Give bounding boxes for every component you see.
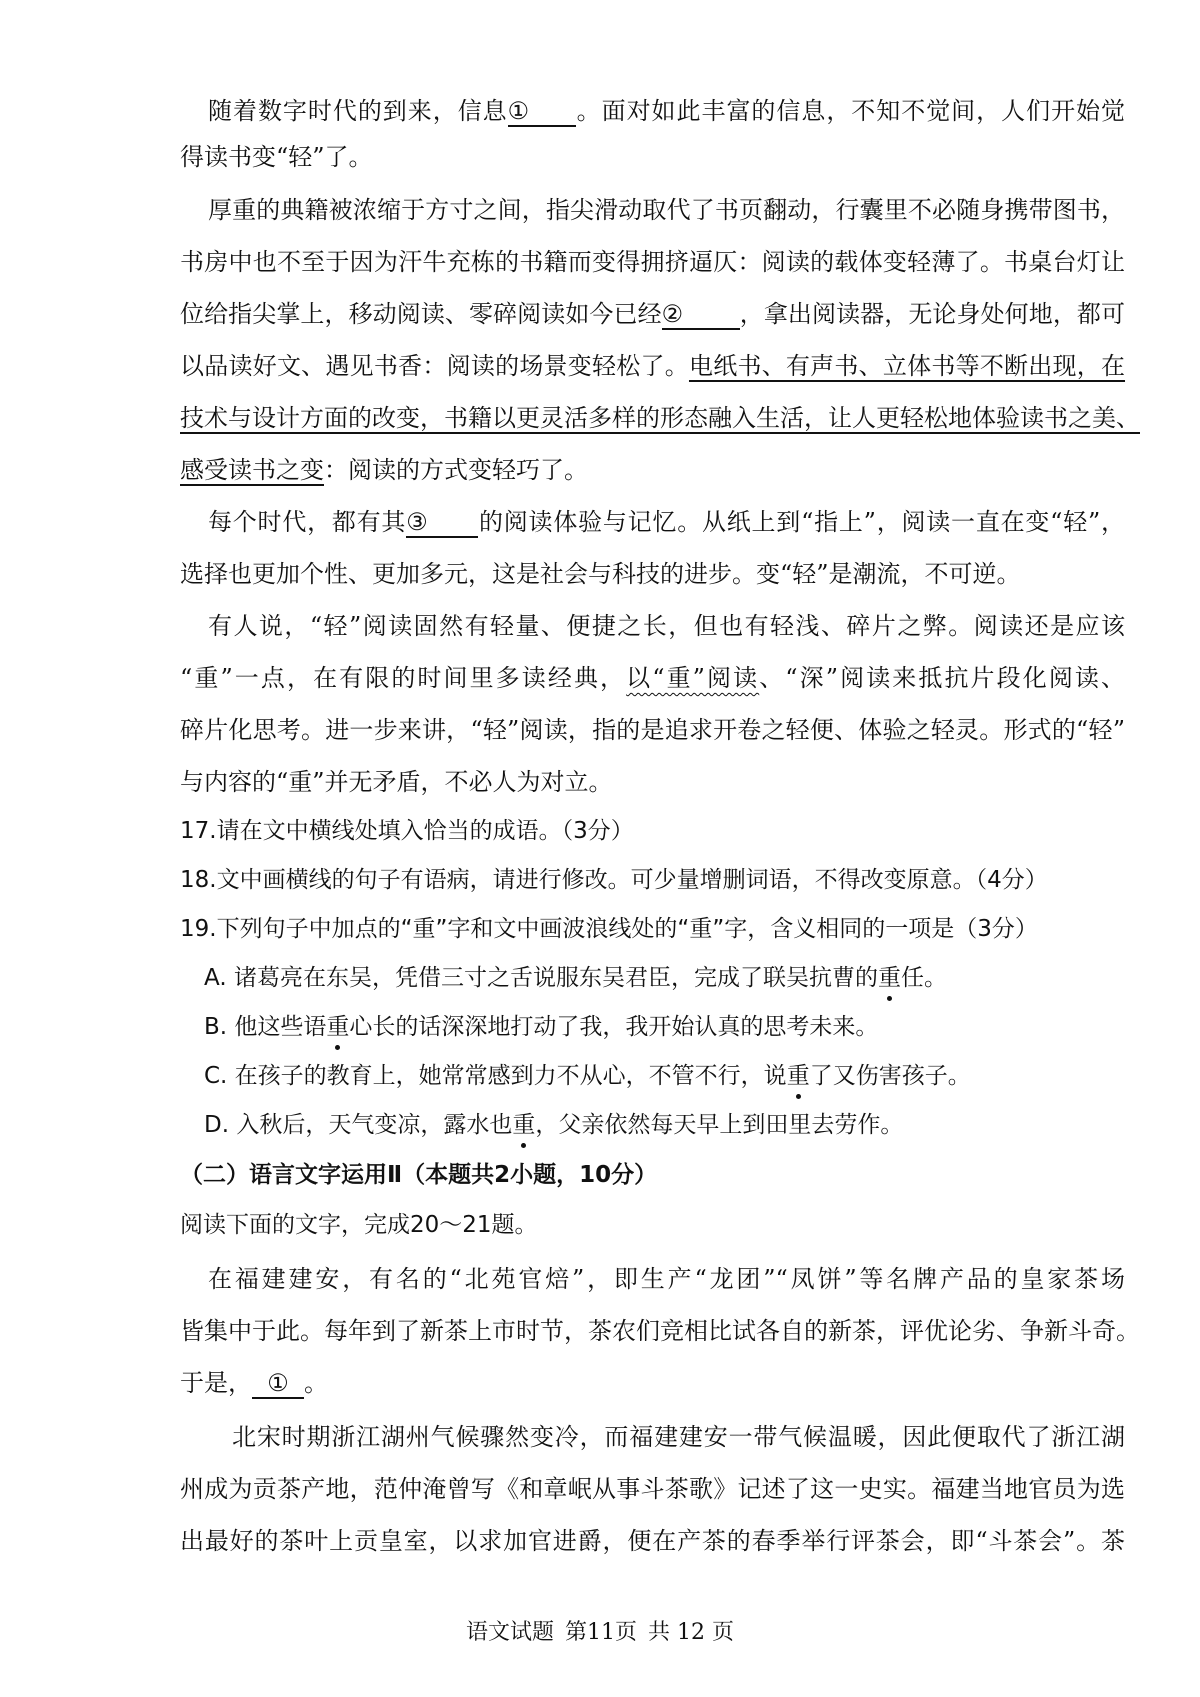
p2-line-4: 以品读好文、遇见书香：阅读的场景变轻松了。电纸书、有声书、立体书等不断出现，在 — [180, 352, 1126, 380]
p5-line-3: 于是， ① 。 — [180, 1369, 328, 1397]
p4-line-1: 有人说，“轻”阅读固然有轻量、便捷之长，但也有轻浅、碎片之弊。阅读还是应该 — [208, 612, 1125, 640]
footer-subject: 语文试题 — [466, 1620, 555, 1645]
p3-line-1: 每个时代，都有其③ 的阅读体验与记忆。从纸上到“指上”，阅读一直在变“轻”， — [208, 508, 1126, 536]
blank-1: ① — [252, 1369, 304, 1399]
p4-line-2: “重”一点，在有限的时间里多读经典，以“重”阅读、“深”阅读来抵抗片段化阅读、 — [180, 664, 1125, 692]
option-d: D. 入秋后，天气变凉，露水也重，父亲依然每天早上到田里去劳作。 — [204, 1109, 1149, 1141]
underlined-sentence-part-2: 技术与设计方面的改变，书籍以更灵活多样的形态融入生活，让人更轻松地体验读书之美、 — [180, 404, 1140, 432]
underlined-sentence-part-1: 电纸书、有声书、立体书等不断出现，在 — [688, 352, 1126, 380]
page-footer — [0, 1618, 1200, 1648]
p6-line-3: 出最好的茶叶上贡皇室，以求加官进爵，便在产茶的春季举行评茶会，即“斗茶会”。茶 — [180, 1527, 1125, 1555]
p2-line-6: 感受读书之变：阅读的方式变轻巧了。 — [180, 456, 588, 484]
question-18: 18.文中画横线的句子有语病，请进行修改。可少量增删词语，不得改变原意。（4分） — [180, 867, 1048, 893]
option-b: B. 他这些语重心长的话深深地打动了我，我开始认真的思考未来。 — [204, 1011, 1149, 1043]
p2-line-1: 厚重的典籍被浓缩于方寸之间，指尖滑动取代了书页翻动，行囊里不必随身携带图书， — [208, 196, 1125, 224]
dotted-character: 重 — [326, 1011, 349, 1043]
option-a: A. 诸葛亮在东吴，凭借三寸之舌说服东吴君臣，完成了联吴抗曹的重任。 — [204, 962, 1149, 994]
p2-line-3: 位给指尖掌上，移动阅读、零碎阅读如今已经② ，拿出阅读器，无论身处何地，都可 — [180, 300, 1126, 328]
section-heading: （二）语言文字运用Ⅱ（本题共2小题，10分） — [180, 1162, 658, 1188]
p6-line-1: 北宋时期浙江湖州气候骤然变冷，而福建建安一带气候温暖，因此便取代了浙江湖 — [232, 1423, 1125, 1451]
footer-page-number: 第11页 — [565, 1620, 638, 1645]
question-17: 17.请在文中横线处填入恰当的成语。（3分） — [180, 818, 634, 844]
footer-total-pages: 共 12 页 — [648, 1620, 734, 1645]
p6-line-2: 州成为贡茶产地，范仲淹曾写《和章岷从事斗茶歌》记述了这一史实。福建当地官员为选 — [180, 1475, 1125, 1503]
option-c: C. 在孩子的教育上，她常常感到力不从心，不管不行，说重了又伤害孩子。 — [204, 1060, 1149, 1092]
p3-line-2: 选择也更加个性、更加多元，这是社会与科技的进步。变“轻”是潮流，不可逆。 — [180, 560, 1021, 588]
underlined-sentence-part-3: 感受读书之变 — [180, 456, 324, 484]
p4-line-3: 碎片化思考。进一步来讲，“轻”阅读，指的是追求开卷之轻便、体验之轻灵。形式的“轻” — [180, 716, 1125, 744]
blank-2: ② — [662, 300, 740, 330]
dotted-character: 重 — [787, 1060, 810, 1092]
p1-line-2: 得读书变“轻”了。 — [180, 143, 373, 171]
blank-3: ③ — [406, 508, 478, 538]
p4-line-4: 与内容的“重”并无矛盾，不必人为对立。 — [180, 768, 613, 796]
section-instruction: 阅读下面的文字，完成20～21题。 — [180, 1212, 538, 1238]
p2-line-2: 书房中也不至于因为汗牛充栋的书籍而变得拥挤逼仄：阅读的载体变轻薄了。书桌台灯让 — [180, 248, 1125, 276]
dotted-character: 重 — [512, 1109, 535, 1141]
p5-line-1: 在福建建安，有名的“北苑官焙”，即生产“龙团”“凤饼”等名牌产品的皇家茶场 — [208, 1265, 1125, 1293]
question-19: 19.下列句子中加点的“重”字和文中画波浪线处的“重”字，含义相同的一项是（3分） — [180, 916, 1038, 942]
wavy-underlined-phrase: 以“重”阅读 — [626, 664, 760, 692]
p1-line-1: 随着数字时代的到来，信息① 。面对如此丰富的信息，不知不觉间，人们开始觉 — [208, 97, 1126, 125]
dotted-character: 重 — [878, 962, 901, 994]
p5-line-2: 皆集中于此。每年到了新茶上市时节，茶农们竞相比试各自的新茶，评优论劣、争新斗奇。 — [180, 1317, 1140, 1345]
blank-1: ① — [508, 97, 576, 127]
